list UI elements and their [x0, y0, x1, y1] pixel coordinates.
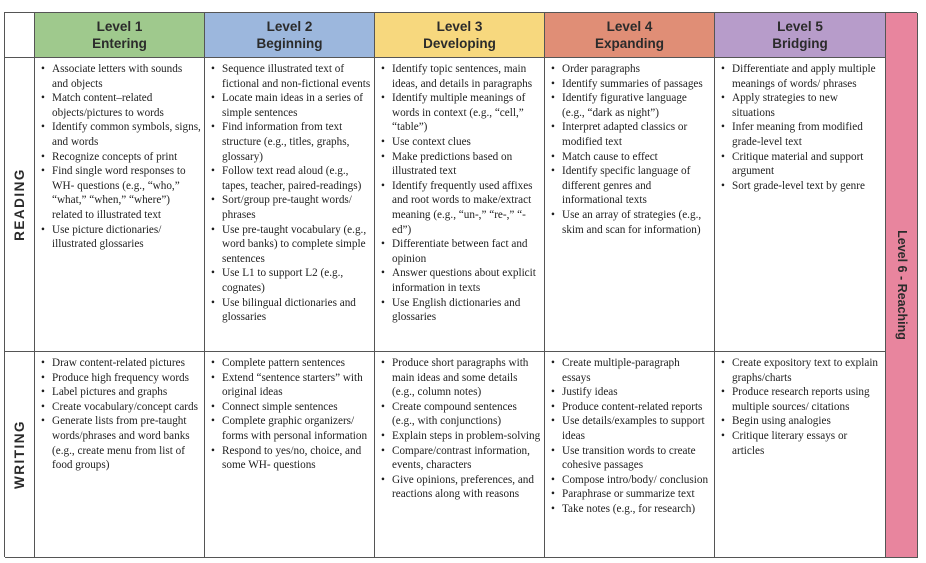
bullet-list [375, 58, 544, 325]
table-corner [5, 13, 35, 58]
level-3-subtitle: Developing [423, 36, 496, 51]
level-2-subtitle: Beginning [256, 36, 323, 51]
list-item: • Justify ideas [562, 385, 711, 400]
list-item: • Sort/group pre-taught words/ phrases [222, 193, 371, 222]
level-6-label: Level 6 - Reaching [894, 230, 909, 340]
list-item: • Answer questions about explicit information in texts [392, 266, 541, 295]
list-item: • Produce high frequency words [52, 371, 201, 386]
level-5-subtitle: Bridging [772, 36, 828, 51]
list-item: • Draw content-related pictures [52, 356, 201, 371]
list-item: • Identify figurative language (e.g., “dark as night”) [562, 91, 711, 120]
bullet-list [545, 352, 714, 517]
list-item: • Compare/contrast information, events, characters [392, 444, 541, 473]
list-item: • Produce content-related reports [562, 400, 711, 415]
list-item: • Use details/examples to support ideas [562, 414, 711, 443]
bullet-list [35, 58, 204, 252]
list-item: • Create expository text to explain graphs/charts [732, 356, 882, 385]
level-3-title: Level 3 [436, 19, 483, 34]
list-item: • Complete pattern sentences [222, 356, 371, 371]
list-item: • Use English dictionaries and glossaries [392, 296, 541, 325]
list-item: • Identify specific language of different genres and informational texts [562, 164, 711, 208]
reading-level-5-cell [715, 58, 886, 352]
proficiency-levels-table [4, 12, 917, 557]
list-item: • Produce research reports using multiple sources/ citations [732, 385, 882, 414]
writing-row-label [5, 352, 35, 558]
level-5-header [715, 13, 886, 58]
bullet-list [545, 58, 714, 237]
list-item: • Paraphrase or summarize text [562, 487, 711, 502]
list-item: • Create compound sentences (e.g., with conjunctions) [392, 400, 541, 429]
writing-label: WRITING [12, 420, 27, 489]
level-5-title: Level 5 [777, 19, 823, 34]
level-1-header [35, 13, 205, 58]
list-item: • Begin using analogies [732, 414, 882, 429]
reading-level-3-cell [375, 58, 545, 352]
list-item: • Label pictures and graphs [52, 385, 201, 400]
list-item: • Generate lists from pre-taught words/phrases and word banks (e.g., create menu from list of food groups) [52, 414, 201, 472]
bullet-list [715, 58, 885, 193]
bullet-list [35, 352, 204, 473]
list-item: • Use context clues [392, 135, 541, 150]
list-item: • Use L1 to support L2 (e.g., cognates) [222, 266, 371, 295]
list-item: • Identify multiple meanings of words in context (e.g., “cell,” “table”) [392, 91, 541, 135]
bullet-list [715, 352, 885, 458]
reading-level-4-cell [545, 58, 715, 352]
level-2-header [205, 13, 375, 58]
list-item: • Critique literary essays or articles [732, 429, 882, 458]
list-item: • Produce short paragraphs with main ideas and some details (e.g., column notes) [392, 356, 541, 400]
list-item: • Locate main ideas in a series of simple sentences [222, 91, 371, 120]
reading-label: READING [12, 168, 28, 241]
level-4-subtitle: Expanding [594, 36, 664, 51]
list-item: • Respond to yes/no, choice, and some WH- questions [222, 444, 371, 473]
list-item: • Connect simple sentences [222, 400, 371, 415]
level-3-header [375, 13, 545, 58]
list-item: • Compose intro/body/ conclusion [562, 473, 711, 488]
list-item: • Use bilingual dictionaries and glossaries [222, 296, 371, 325]
list-item: • Identify topic sentences, main ideas, and details in paragraphs [392, 62, 541, 91]
level-4-title: Level 4 [606, 19, 653, 34]
writing-level-4-cell [545, 352, 715, 558]
level-6-column [886, 13, 918, 558]
list-item: • Identify frequently used affixes and root words to make/extract meaning (e.g., “un-,” “re-,” “-ed”) [392, 179, 541, 237]
list-item: • Find information from text structure (e.g., titles, graphs, glossary) [222, 120, 371, 164]
list-item: • Sequence illustrated text of fictional and non-fictional events [222, 62, 371, 91]
level-4-header [545, 13, 715, 58]
list-item: • Order paragraphs [562, 62, 711, 77]
list-item: • Use an array of strategies (e.g., skim and scan for information) [562, 208, 711, 237]
list-item: • Associate letters with sounds and objects [52, 62, 201, 91]
bullet-list [205, 352, 374, 473]
list-item: • Differentiate and apply multiple meanings of words/ phrases [732, 62, 882, 91]
list-item: • Use picture dictionaries/ illustrated glossaries [52, 223, 201, 252]
writing-level-5-cell [715, 352, 886, 558]
list-item: • Match cause to effect [562, 150, 711, 165]
reading-level-1-cell [35, 58, 205, 352]
list-item: • Find single word responses to WH- questions (e.g., “who,” “what,” “when,” “where”) related to illustrated text [52, 164, 201, 222]
list-item: • Infer meaning from modified grade-level text [732, 120, 882, 149]
list-item: • Critique material and support argument [732, 150, 882, 179]
list-item: • Differentiate between fact and opinion [392, 237, 541, 266]
list-item: • Create multiple-paragraph essays [562, 356, 711, 385]
list-item: • Explain steps in problem-solving [392, 429, 541, 444]
reading-row-label [5, 58, 35, 352]
list-item: • Sort grade-level text by genre [732, 179, 882, 194]
level-1-title: Level 1 [96, 19, 143, 34]
list-item: • Use transition words to create cohesive passages [562, 444, 711, 473]
list-item: • Identify common symbols, signs, and words [52, 120, 201, 149]
list-item: • Take notes (e.g., for research) [562, 502, 711, 517]
bullet-list [205, 58, 374, 325]
writing-level-3-cell [375, 352, 545, 558]
list-item: • Recognize concepts of print [52, 150, 201, 165]
reading-level-2-cell [205, 58, 375, 352]
writing-level-1-cell [35, 352, 205, 558]
list-item: • Extend “sentence starters” with original ideas [222, 371, 371, 400]
bullet-list [375, 352, 544, 502]
list-item: • Use pre-taught vocabulary (e.g., word banks) to complete simple sentences [222, 223, 371, 267]
list-item: • Interpret adapted classics or modified text [562, 120, 711, 149]
list-item: • Identify summaries of passages [562, 77, 711, 92]
list-item: • Make predictions based on illustrated text [392, 150, 541, 179]
list-item: • Create vocabulary/concept cards [52, 400, 201, 415]
writing-level-2-cell [205, 352, 375, 558]
list-item: • Follow text read aloud (e.g., tapes, teacher, paired-readings) [222, 164, 371, 193]
level-1-subtitle: Entering [92, 36, 147, 51]
list-item: • Apply strategies to new situations [732, 91, 882, 120]
list-item: • Complete graphic organizers/ forms with personal information [222, 414, 371, 443]
level-2-title: Level 2 [266, 19, 313, 34]
list-item: • Give opinions, preferences, and reactions along with reasons [392, 473, 541, 502]
list-item: • Match content–related objects/pictures to words [52, 91, 201, 120]
